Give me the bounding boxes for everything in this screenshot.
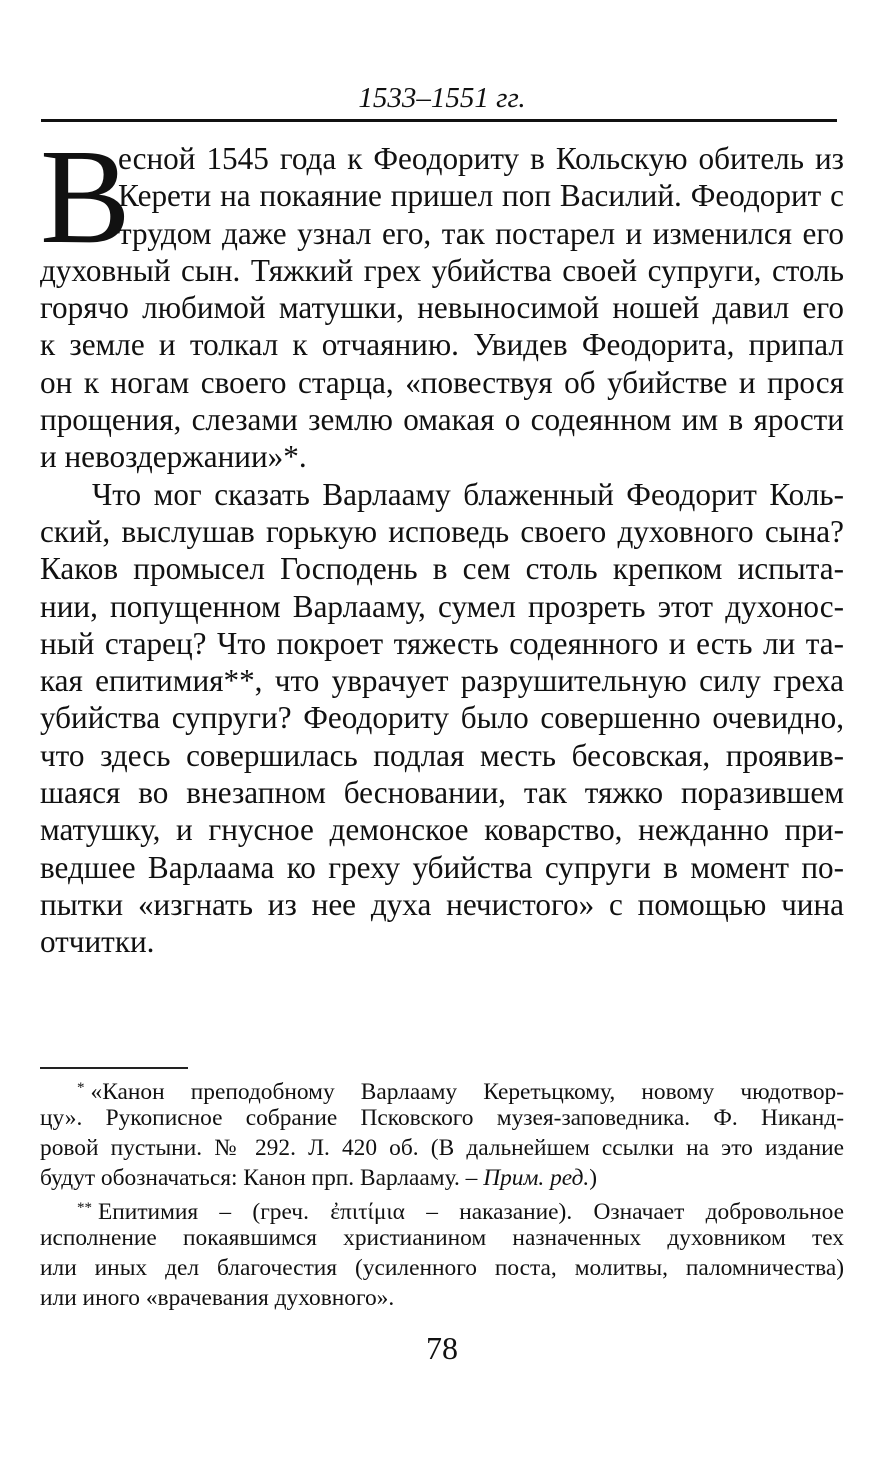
text-line: и невоздержании»*. bbox=[40, 439, 307, 475]
footnote-marker: * bbox=[77, 1080, 85, 1096]
text-line: горячо любимой матушки, невыносимой ношей давил его bbox=[40, 290, 844, 326]
footnote-line bbox=[40, 1163, 844, 1193]
footnote-line: ровой пустыни. № 292. Л. 420 об. (В дальнейшем ссылки на это издание bbox=[40, 1135, 844, 1161]
footnote-text: будут обозначаться: Канон прп. Варлааму. – bbox=[40, 1165, 484, 1191]
text-line: прощения, слезами землю омакая о содеянном им в ярости bbox=[40, 402, 844, 438]
main-text bbox=[40, 122, 844, 961]
text-line: к земле и толкал к отчаянию. Увидев Феодорита, припал bbox=[40, 327, 844, 363]
text-line: ский, выслушав горькую исповедь своего духовного сына? bbox=[40, 513, 844, 549]
footnote-line: или иного «врачевания духовного». bbox=[40, 1285, 395, 1311]
footnote-line bbox=[40, 1193, 844, 1223]
text-line: ный старец? Что покроет тяжесть содеянного и есть ли та- bbox=[40, 625, 844, 661]
text-line: трудом даже узнал его, так постарел и изменился его bbox=[118, 215, 844, 251]
text-line: пытки «изгнать из нее духа нечистого» с помощью чина bbox=[40, 886, 844, 922]
footnote-line: или иных дел благочестия (усиленного поста, молитвы, паломничества) bbox=[40, 1255, 844, 1281]
footnote-text: ) bbox=[589, 1165, 598, 1191]
footnote-separator bbox=[40, 1067, 188, 1069]
footnote-marker: ** bbox=[77, 1200, 92, 1216]
footnote-text: Епитимия – (греч. ἐπιτίμια – наказание). Означает добровольное bbox=[98, 1199, 844, 1225]
footnote-text: «Канон преподобному Варлааму Керетьцкому, новому чюдотвор- bbox=[90, 1079, 844, 1105]
text-line: духовный сын. Тяжкий грех убийства своей супруги, столь bbox=[40, 252, 844, 288]
paragraph-2 bbox=[40, 476, 844, 961]
text-line: шаяся во внезапном бесновании, так тяжко поразившем bbox=[40, 775, 844, 811]
footnote-line bbox=[40, 1073, 844, 1103]
text-line: ведшее Варлаама ко греху убийства супруги в момент по- bbox=[40, 849, 844, 885]
header-rule bbox=[41, 119, 837, 122]
text-line: матушку, и гнусное демонское коварство, нежданно при- bbox=[40, 812, 844, 848]
text-line: отчитки. bbox=[40, 924, 155, 960]
text-line: он к ногам своего старца, «повествуя об убийстве и прося bbox=[40, 364, 844, 400]
text-line: убийства супруги? Феодориту было совершенно очевидно, bbox=[40, 700, 844, 736]
text-line: нии, попущенном Варлааму, сумел прозреть этот духонос- bbox=[40, 588, 844, 624]
text-line: Керети на покаяние пришел поп Василий. Феодорит с bbox=[118, 178, 844, 214]
footnote-2 bbox=[40, 1193, 844, 1313]
paragraph-1 bbox=[40, 122, 844, 476]
text-line: Каков промысел Господень в сем столь крепком испыта- bbox=[40, 551, 844, 587]
footnote-line: цу». Рукописное собрание Псковского музея-заповедника. Ф. Никанд- bbox=[40, 1105, 844, 1131]
text-line: что здесь совершилась подлая месть бесовская, проявив- bbox=[40, 737, 844, 773]
editor-note: Прим. ред. bbox=[483, 1165, 590, 1191]
text-line: кая епитимия**, что уврачует разрушительную силу греха bbox=[40, 663, 844, 699]
page-number: 78 bbox=[426, 1330, 458, 1366]
text-line: Что мог сказать Варлааму блаженный Феодорит Коль- bbox=[92, 476, 844, 512]
footnote-1 bbox=[40, 1073, 844, 1193]
footnote-line: исполнение покаявшимся христианином назначенных духовником тех bbox=[40, 1225, 844, 1251]
running-head: 1533–1551 гг. bbox=[358, 82, 526, 114]
drop-cap: В bbox=[40, 122, 131, 272]
text-line: есной 1545 года к Феодориту в Кольскую обитель из bbox=[118, 141, 844, 176]
footnotes bbox=[40, 1073, 844, 1313]
